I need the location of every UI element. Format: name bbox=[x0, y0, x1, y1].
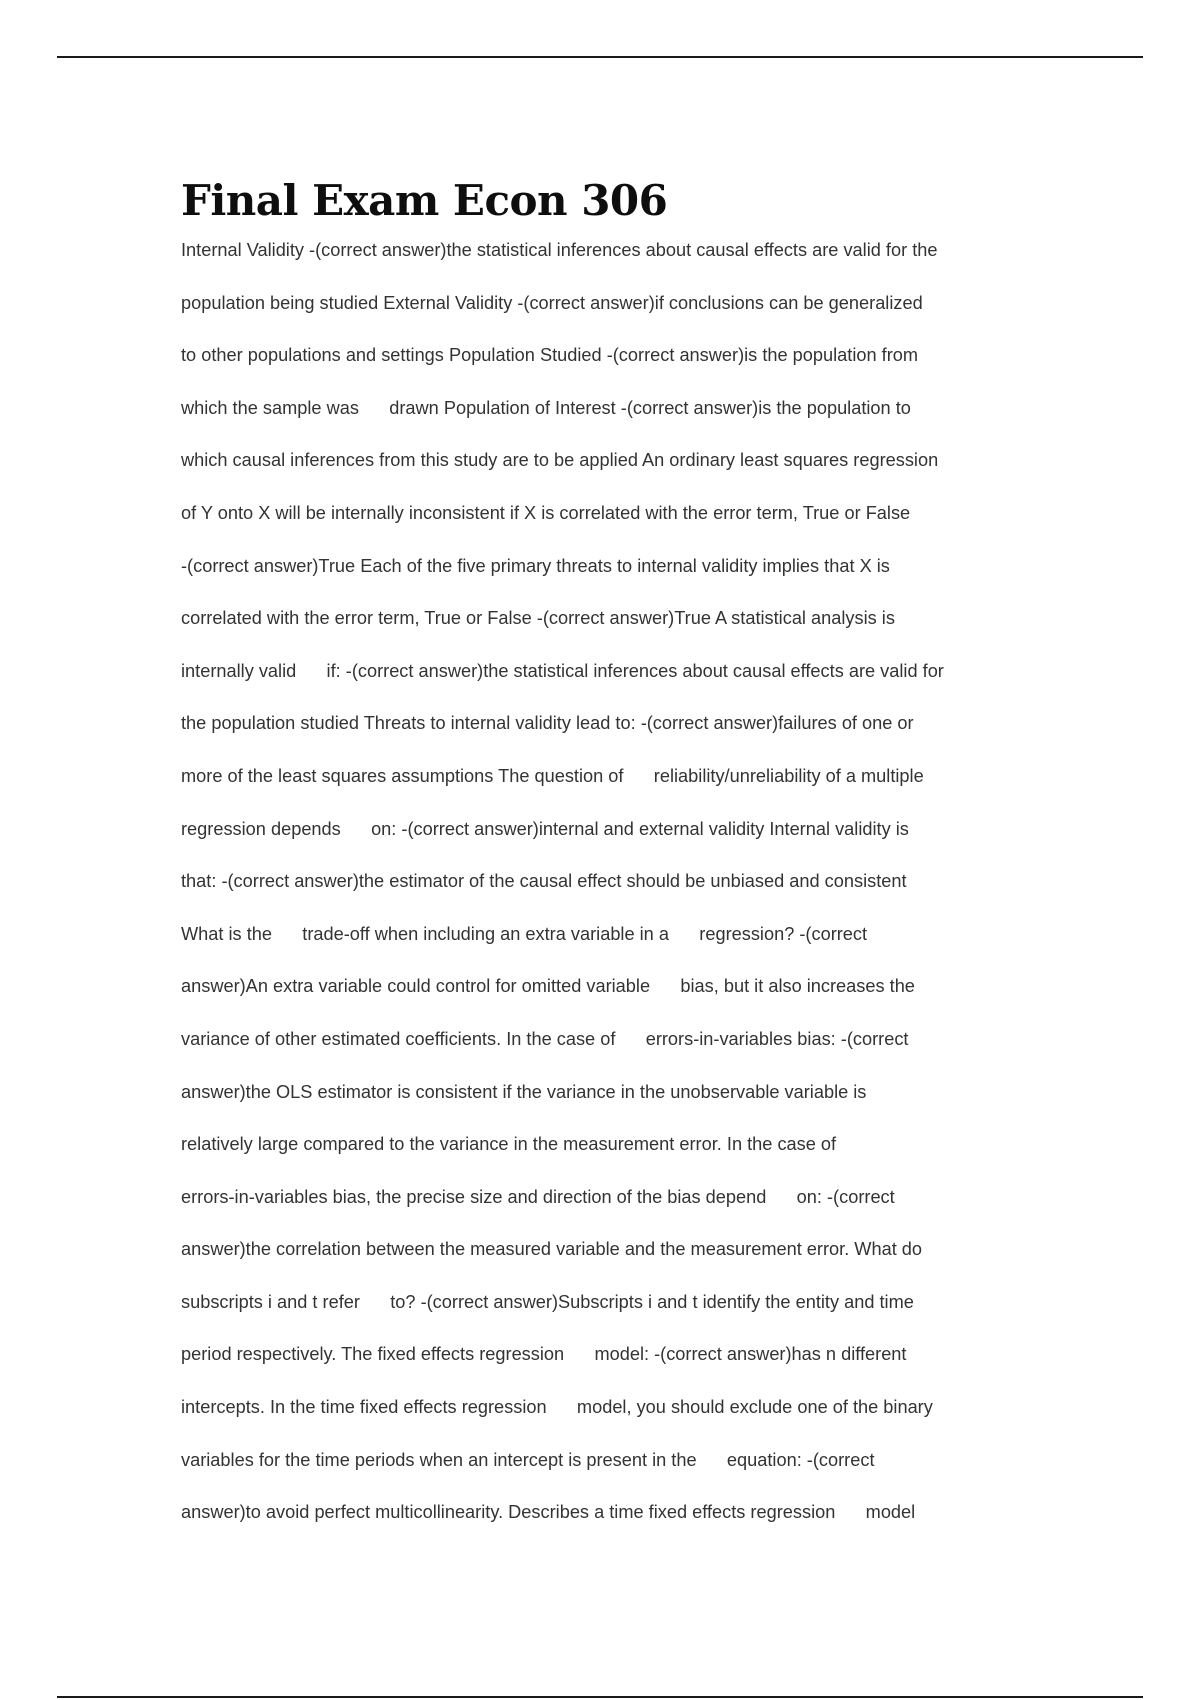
body-line: variables for the time periods when an intercept is present in the equation: -(correct bbox=[181, 1449, 875, 1470]
body-line: -(correct answer)True Each of the five primary threats to internal validity implies that X is bbox=[181, 555, 890, 576]
body-line: that: -(correct answer)the estimator of the causal effect should be unbiased and consistent bbox=[181, 871, 907, 892]
body-line: What is the trade-off when including an extra variable in a regression? -(correct bbox=[181, 923, 868, 944]
body-line: of Y onto X will be internally inconsistent if X is correlated with the error term, True or False bbox=[181, 502, 911, 523]
body-line: variance of other estimated coefficients. In the case of errors-in-variables bias: -(correct bbox=[181, 1028, 909, 1049]
body-line: more of the least squares assumptions The question of reliability/unreliability of a multiple bbox=[181, 765, 924, 786]
body-line: subscripts i and t refer to? -(correct answer)Subscripts i and t identify the entity and time bbox=[181, 1291, 914, 1312]
document-body bbox=[181, 235, 1061, 1550]
body-line: answer)the OLS estimator is consistent if the variance in the unobservable variable is bbox=[181, 1081, 867, 1102]
body-line: period respectively. The fixed effects regression model: -(correct answer)has n different bbox=[181, 1344, 907, 1365]
body-line: to other populations and settings Population Studied -(correct answer)is the population from bbox=[181, 345, 919, 366]
body-line: which the sample was drawn Population of Interest -(correct answer)is the population to bbox=[181, 397, 911, 418]
body-line: Internal Validity -(correct answer)the statistical inferences about causal effects are valid for the bbox=[181, 240, 938, 260]
header-rule bbox=[57, 56, 1143, 58]
body-line: correlated with the error term, True or False -(correct answer)True A statistical analysis is bbox=[181, 608, 895, 629]
body-line: internally valid if: -(correct answer)the statistical inferences about causal effects are valid for bbox=[181, 660, 944, 681]
body-line: population being studied External Validity -(correct answer)if conclusions can be generalized bbox=[181, 292, 923, 313]
body-line: intercepts. In the time fixed effects regression model, you should exclude one of the binary bbox=[181, 1397, 933, 1418]
body-line: which causal inferences from this study are to be applied An ordinary least squares regression bbox=[181, 450, 939, 471]
body-line: answer)the correlation between the measured variable and the measurement error. What do bbox=[181, 1239, 923, 1260]
body-line: answer)to avoid perfect multicollinearity. Describes a time fixed effects regression model bbox=[181, 1502, 916, 1523]
document-title: Final Exam Econ 306 bbox=[181, 176, 668, 225]
body-line: answer)An extra variable could control for omitted variable bias, but it also increases the bbox=[181, 976, 915, 997]
body-line: the population studied Threats to internal validity lead to: -(correct answer)failures of one or bbox=[181, 713, 914, 734]
body-line: regression depends on: -(correct answer)internal and external validity Internal validity is bbox=[181, 818, 909, 839]
footer-rule bbox=[57, 1696, 1143, 1698]
body-line: errors-in-variables bias, the precise size and direction of the bias depend on: -(correct bbox=[181, 1186, 895, 1207]
body-line: relatively large compared to the variance in the measurement error. In the case of bbox=[181, 1134, 837, 1155]
